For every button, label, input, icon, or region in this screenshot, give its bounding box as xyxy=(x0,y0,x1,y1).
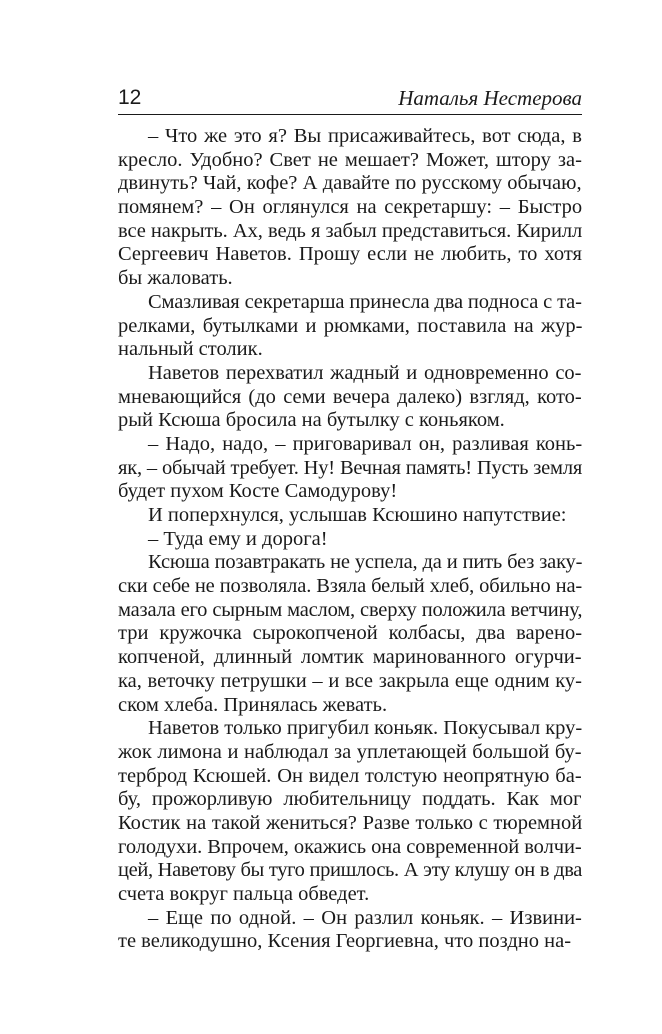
text-line: помянем? – Он оглянулся на секретаршу: – Быстро xyxy=(118,196,583,219)
text-line: И поперхнулся, услышав Ксюшино напутствие: xyxy=(148,504,567,526)
text-line: жок лимона и наблюдал за уплетающей большой бу- xyxy=(118,740,582,763)
text-line: будет пухом Косте Самодурову! xyxy=(118,480,398,503)
text-line: Наветов перехватил жадный и одновременно со- xyxy=(148,361,582,384)
text-line: – Что же это я? Вы присаживайтесь, вот сюда, в xyxy=(148,125,582,147)
paragraph xyxy=(118,362,582,433)
text-line: бу, прожорливую любительницу поддать. Как мог xyxy=(118,788,582,811)
text-line: ски себе не позволяла. Взяла белый хлеб, обильно на- xyxy=(118,575,583,598)
text-line: – Еще по одной. – Он разлил коньяк. – Извини- xyxy=(148,906,582,929)
text-line: Ксюша позавтракать не успела, да и пить без заку- xyxy=(148,551,583,574)
text-line: як, – обычай требует. Ну! Вечная память! Пусть земля xyxy=(118,456,583,479)
text-line: Смазливая секретарша принесла два подноса с та- xyxy=(148,290,582,313)
paragraph xyxy=(118,504,582,528)
text-line: мазала его сырным маслом, сверху положила ветчину, xyxy=(118,598,583,621)
body-text xyxy=(118,125,582,954)
text-line: три кружочка сырокопченой колбасы, два варено- xyxy=(118,622,583,645)
text-line: кресло. Удобно? Свет не мешает? Может, штору за- xyxy=(118,148,582,171)
text-line: все накрыть. Ах, ведь я забыл представиться. Кирилл xyxy=(118,219,583,242)
text-line: ском хлеба. Принялась жевать. xyxy=(118,693,388,716)
paragraph xyxy=(118,551,582,717)
paragraph xyxy=(118,125,582,291)
paragraph xyxy=(118,717,582,907)
page-number: 12 xyxy=(118,86,142,109)
paragraph xyxy=(118,528,582,552)
text-line: мневающийся (до семи вечера далеко) взгляд, кото- xyxy=(118,385,582,408)
text-line: Костик на такой жениться? Разве только с тюремной xyxy=(118,811,583,834)
running-head-author: Наталья Нестерова xyxy=(398,86,582,110)
text-line: – Туда ему и дорога! xyxy=(148,527,328,550)
page-header xyxy=(118,84,582,112)
text-line: бы жаловать. xyxy=(118,267,233,290)
text-line: терброд Ксюшей. Он видел толстую неопрятную ба- xyxy=(118,764,582,787)
text-line: те великодушно, Ксения Георгиевна, что поздно на- xyxy=(118,930,572,953)
text-line: копченой, длинный ломтик маринованного огурчи- xyxy=(118,646,582,669)
text-line: – Надо, надо, – приговаривал он, разливая конь- xyxy=(148,432,583,455)
paragraph xyxy=(118,291,582,362)
text-line: нальный столик. xyxy=(118,338,263,361)
text-line: цей, Наветову бы туго пришлось. А эту клушу он в два xyxy=(118,859,583,882)
paragraph xyxy=(118,907,582,954)
text-line: Сергеевич Наветов. Прошу если не любить, то хотя xyxy=(118,243,582,266)
text-line: двинуть? Чай, кофе? А давайте по русскому обычаю, xyxy=(118,172,582,195)
text-line: голодухи. Впрочем, окажись она современной волчи- xyxy=(118,835,582,858)
text-line: счета вокруг пальца обведет. xyxy=(118,883,370,905)
text-line: Наветов только пригубил коньяк. Покусывал кру- xyxy=(148,717,583,740)
header-rule xyxy=(118,114,582,115)
text-line: релками, бутылками и рюмками, поставила на жур- xyxy=(118,314,583,337)
text-line: рый Ксюша бросила на бутылку с коньяком. xyxy=(118,409,505,432)
text-line: ка, веточку петрушки – и все закрыла еще одним ку- xyxy=(118,669,582,692)
paragraph xyxy=(118,433,582,504)
